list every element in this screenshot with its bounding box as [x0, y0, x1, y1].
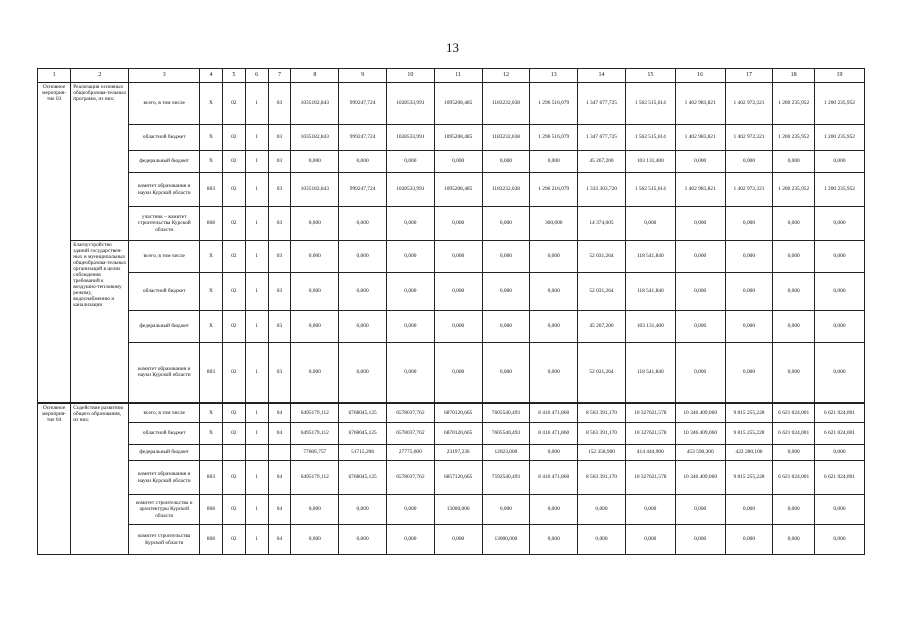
- amount-cell: 0,000: [339, 311, 387, 343]
- amount-cell: 23197,236: [434, 445, 482, 461]
- amount-cell: 1 562 515,614: [625, 125, 675, 151]
- amount-cell: 1 347 677,725: [578, 125, 626, 151]
- amount-cell: 0,000: [625, 525, 675, 555]
- amount-cell: 152 358,900: [578, 445, 626, 461]
- code-cell: Х: [200, 403, 223, 423]
- amount-cell: 77606,757: [291, 445, 339, 461]
- header-cell: 11: [434, 69, 482, 83]
- amount-cell: 13000,000: [434, 495, 482, 525]
- code-cell: 02: [222, 151, 245, 173]
- header-cell: 14: [578, 69, 626, 83]
- amount-cell: 9 815 255,228: [725, 461, 773, 495]
- amount-cell: 1 200 235,952: [773, 125, 815, 151]
- header-cell: 16: [675, 69, 725, 83]
- amount-cell: 0,000: [675, 207, 725, 241]
- code-cell: 1: [245, 311, 268, 343]
- funding-source-cell: комитет строительства и архитектуры Курской области: [129, 495, 200, 525]
- amount-cell: 0,000: [434, 273, 482, 311]
- amount-cell: 0,000: [482, 495, 530, 525]
- amount-cell: 8 416 471,860: [530, 461, 578, 495]
- header-cell: 4: [200, 69, 223, 83]
- amount-cell: 0,000: [675, 241, 725, 273]
- table-row: [38, 445, 865, 461]
- amount-cell: 1 296 516,079: [530, 125, 578, 151]
- amount-cell: 1095208,485: [434, 83, 482, 125]
- amount-cell: 0,000: [386, 525, 434, 555]
- table-row: [38, 173, 865, 207]
- code-cell: 03: [268, 173, 291, 207]
- code-cell: 02: [222, 423, 245, 445]
- amount-cell: 0,000: [386, 311, 434, 343]
- code-cell: 02: [222, 495, 245, 525]
- header-cell: 5: [222, 69, 245, 83]
- table-row: [38, 525, 865, 555]
- subevent-name-cell: Реализация основных общеобразова-тельных программ, из них:: [71, 83, 129, 241]
- amount-cell: 1 562 515,614: [625, 83, 675, 125]
- amount-cell: 0,000: [530, 445, 578, 461]
- amount-cell: 1183232,038: [482, 173, 530, 207]
- amount-cell: 6495179,112: [291, 461, 339, 495]
- amount-cell: 0,000: [675, 311, 725, 343]
- amount-cell: 9 815 255,228: [725, 423, 773, 445]
- amount-cell: 6 621 024,001: [773, 461, 815, 495]
- table-row: [38, 83, 865, 125]
- code-cell: 02: [222, 125, 245, 151]
- amount-cell: 6 621 024,001: [814, 461, 864, 495]
- amount-cell: 0,000: [773, 445, 815, 461]
- table-row: [38, 273, 865, 311]
- amount-cell: 1 200 235,952: [814, 125, 864, 151]
- amount-cell: 10 327621,578: [625, 461, 675, 495]
- amount-cell: 1 333 303,720: [578, 173, 626, 207]
- code-cell: 1: [245, 83, 268, 125]
- amount-cell: 0,000: [482, 273, 530, 311]
- amount-cell: 118 541,840: [625, 273, 675, 311]
- code-cell: 02: [222, 461, 245, 495]
- amount-cell: 8 563 391,170: [578, 461, 626, 495]
- amount-cell: 10 327621,578: [625, 423, 675, 445]
- table-row: [38, 151, 865, 173]
- code-cell: Х: [200, 423, 223, 445]
- code-cell: 803: [200, 343, 223, 403]
- amount-cell: 0,000: [482, 151, 530, 173]
- amount-cell: 0,000: [675, 151, 725, 173]
- table-row: [38, 241, 865, 273]
- funding-source-cell: комитет образования и науки Курской области: [129, 343, 200, 403]
- amount-cell: 0,000: [339, 273, 387, 311]
- amount-cell: 0,000: [725, 343, 773, 403]
- budget-table: [37, 68, 865, 555]
- header-cell: 18: [773, 69, 815, 83]
- code-cell: 03: [268, 83, 291, 125]
- code-cell: 04: [268, 525, 291, 555]
- amount-cell: 1 402 983,821: [675, 83, 725, 125]
- amount-cell: 0,000: [482, 343, 530, 403]
- amount-cell: 12023,000: [482, 445, 530, 461]
- amount-cell: 0,000: [814, 241, 864, 273]
- amount-cell: 45 267,200: [578, 151, 626, 173]
- amount-cell: 0,000: [814, 495, 864, 525]
- subevent-name-cell: Благоустройство зданий государствен-ных и муниципальных общеобразова-тельных организаций в целях соблюдения требований к воздушно-тепловому режиму, водоснабжению и канализации: [71, 241, 129, 403]
- amount-cell: 0,000: [482, 311, 530, 343]
- table-row: [38, 125, 865, 151]
- funding-source-cell: областной бюджет: [129, 125, 200, 151]
- amount-cell: 0,000: [773, 273, 815, 311]
- amount-cell: 0,000: [725, 273, 773, 311]
- code-cell: [268, 445, 291, 461]
- code-cell: Х: [200, 311, 223, 343]
- amount-cell: 6495179,112: [291, 423, 339, 445]
- amount-cell: 6768045,125: [339, 461, 387, 495]
- amount-cell: 999247,724: [339, 83, 387, 125]
- amount-cell: 0,000: [725, 207, 773, 241]
- header-cell: 2: [71, 69, 129, 83]
- amount-cell: 0,000: [339, 151, 387, 173]
- code-cell: 04: [268, 495, 291, 525]
- code-cell: 02: [222, 173, 245, 207]
- amount-cell: 8 563 391,170: [578, 423, 626, 445]
- code-cell: 808: [200, 495, 223, 525]
- header-cell: 15: [625, 69, 675, 83]
- amount-cell: 0,000: [291, 273, 339, 311]
- amount-cell: 0,000: [814, 151, 864, 173]
- code-cell: 03: [268, 125, 291, 151]
- funding-source-cell: областной бюджет: [129, 423, 200, 445]
- header-cell: 19: [814, 69, 864, 83]
- page-number: 13: [446, 40, 459, 55]
- amount-cell: 1 402 983,821: [675, 125, 725, 151]
- funding-source-cell: федеральный бюджет: [129, 445, 200, 461]
- amount-cell: 0,000: [339, 495, 387, 525]
- amount-cell: 52 031,264: [578, 273, 626, 311]
- amount-cell: 0,000: [291, 151, 339, 173]
- funding-source-cell: комитет строительства Курской области: [129, 525, 200, 555]
- header-cell: 12: [482, 69, 530, 83]
- amount-cell: 999247,724: [339, 173, 387, 207]
- header-cell: 3: [129, 69, 200, 83]
- amount-cell: 0,000: [434, 207, 482, 241]
- amount-cell: 414 444,900: [625, 445, 675, 461]
- amount-cell: 0,000: [386, 151, 434, 173]
- amount-cell: 0,000: [625, 495, 675, 525]
- amount-cell: 0,000: [386, 241, 434, 273]
- amount-cell: 0,000: [291, 207, 339, 241]
- funding-source-cell: всего, в том числе: [129, 83, 200, 125]
- header-cell: 10: [386, 69, 434, 83]
- amount-cell: 0,000: [814, 445, 864, 461]
- amount-cell: 6 621 024,001: [773, 423, 815, 445]
- amount-cell: 0,000: [625, 207, 675, 241]
- code-cell: 02: [222, 273, 245, 311]
- code-cell: 04: [268, 423, 291, 445]
- amount-cell: 6857120,665: [434, 461, 482, 495]
- code-cell: 1: [245, 125, 268, 151]
- header-cell: 13: [530, 69, 578, 83]
- amount-cell: 0,000: [530, 151, 578, 173]
- code-cell: 1: [245, 403, 268, 423]
- code-cell: Х: [200, 241, 223, 273]
- code-cell: 1: [245, 207, 268, 241]
- amount-cell: 422 280,100: [725, 445, 773, 461]
- header-row: [38, 69, 865, 83]
- amount-cell: 0,000: [773, 207, 815, 241]
- amount-cell: 1035182,843: [291, 125, 339, 151]
- code-cell: 803: [200, 461, 223, 495]
- amount-cell: 1 200 235,952: [814, 173, 864, 207]
- code-cell: 04: [268, 403, 291, 423]
- table-row: [38, 423, 865, 445]
- amount-cell: 1035182,843: [291, 83, 339, 125]
- amount-cell: 45 267,200: [578, 311, 626, 343]
- amount-cell: 1 562 515,614: [625, 173, 675, 207]
- amount-cell: 0,000: [725, 151, 773, 173]
- amount-cell: 6578037,762: [386, 423, 434, 445]
- amount-cell: 0,000: [814, 207, 864, 241]
- code-cell: Х: [200, 151, 223, 173]
- amount-cell: 0,000: [291, 495, 339, 525]
- amount-cell: 0,000: [386, 273, 434, 311]
- amount-cell: 52 031,264: [578, 241, 626, 273]
- amount-cell: 6768045,125: [339, 403, 387, 423]
- code-cell: Х: [200, 125, 223, 151]
- amount-cell: 0,000: [725, 525, 773, 555]
- funding-source-cell: областной бюджет: [129, 273, 200, 311]
- amount-cell: 0,000: [725, 311, 773, 343]
- amount-cell: 1 200 235,952: [773, 173, 815, 207]
- code-cell: 02: [222, 343, 245, 403]
- table-row: [38, 207, 865, 241]
- amount-cell: 453 590,300: [675, 445, 725, 461]
- code-cell: 1: [245, 343, 268, 403]
- amount-cell: 6870120,665: [434, 423, 482, 445]
- code-cell: 02: [222, 83, 245, 125]
- amount-cell: 8 563 391,170: [578, 403, 626, 423]
- amount-cell: 0,000: [814, 273, 864, 311]
- amount-cell: 0,000: [675, 525, 725, 555]
- amount-cell: 0,000: [434, 525, 482, 555]
- amount-cell: 0,000: [578, 495, 626, 525]
- amount-cell: 0,000: [725, 495, 773, 525]
- amount-cell: 1 402 983,821: [675, 173, 725, 207]
- amount-cell: 0,000: [675, 343, 725, 403]
- amount-cell: 0,000: [434, 151, 482, 173]
- code-cell: 02: [222, 525, 245, 555]
- code-cell: Х: [200, 273, 223, 311]
- funding-source-cell: федеральный бюджет: [129, 311, 200, 343]
- code-cell: [245, 445, 268, 461]
- amount-cell: 1 200 235,952: [814, 83, 864, 125]
- table-row: [38, 461, 865, 495]
- amount-cell: 51715,206: [339, 445, 387, 461]
- code-cell: 803: [200, 173, 223, 207]
- amount-cell: 0,000: [530, 525, 578, 555]
- amount-cell: 0,000: [482, 241, 530, 273]
- amount-cell: 1095208,485: [434, 173, 482, 207]
- header-cell: 1: [38, 69, 71, 83]
- amount-cell: 0,000: [530, 311, 578, 343]
- amount-cell: 1095208,485: [434, 125, 482, 151]
- amount-cell: 0,000: [291, 311, 339, 343]
- amount-cell: 0,000: [339, 241, 387, 273]
- amount-cell: 0,000: [773, 495, 815, 525]
- amount-cell: 14 374,005: [578, 207, 626, 241]
- code-cell: 1: [245, 173, 268, 207]
- table-body: [38, 69, 865, 555]
- amount-cell: 52 031,264: [578, 343, 626, 403]
- amount-cell: 103 131,400: [625, 151, 675, 173]
- table-row: [38, 403, 865, 423]
- code-cell: 03: [268, 311, 291, 343]
- amount-cell: 6 621 024,001: [814, 423, 864, 445]
- amount-cell: 0,000: [339, 207, 387, 241]
- code-cell: 03: [268, 343, 291, 403]
- amount-cell: 0,000: [814, 343, 864, 403]
- amount-cell: 1 296 516,079: [530, 83, 578, 125]
- amount-cell: 13000,000: [482, 525, 530, 555]
- amount-cell: 27775,600: [386, 445, 434, 461]
- amount-cell: 300,000: [530, 207, 578, 241]
- code-cell: 04: [268, 461, 291, 495]
- code-cell: 1: [245, 495, 268, 525]
- amount-cell: 0,000: [725, 241, 773, 273]
- table-row: [38, 311, 865, 343]
- funding-source-cell: всего, в том числе: [129, 241, 200, 273]
- amount-cell: 0,000: [530, 495, 578, 525]
- amount-cell: 0,000: [675, 273, 725, 311]
- amount-cell: 1183232,038: [482, 125, 530, 151]
- code-cell: 02: [222, 311, 245, 343]
- code-cell: 02: [222, 207, 245, 241]
- table-row: [38, 495, 865, 525]
- amount-cell: 10 346 409,060: [675, 403, 725, 423]
- amount-cell: 6 621 024,001: [814, 403, 864, 423]
- amount-cell: 8 416 471,860: [530, 403, 578, 423]
- header-cell: 17: [725, 69, 773, 83]
- amount-cell: 1183232,038: [482, 83, 530, 125]
- code-cell: 1: [245, 151, 268, 173]
- amount-cell: 0,000: [434, 343, 482, 403]
- amount-cell: 6870120,665: [434, 403, 482, 423]
- event-name-cell: Основное мероприя-тие 03: [38, 83, 71, 403]
- amount-cell: 10 346 409,060: [675, 461, 725, 495]
- amount-cell: 1 347 677,725: [578, 83, 626, 125]
- event-name-cell: Основное мероприя-тие 04: [38, 403, 71, 555]
- code-cell: 1: [245, 273, 268, 311]
- amount-cell: 0,000: [386, 207, 434, 241]
- table-row: [38, 343, 865, 403]
- code-cell: 1: [245, 423, 268, 445]
- amount-cell: 118 541,840: [625, 241, 675, 273]
- amount-cell: 0,000: [291, 343, 339, 403]
- header-cell: 8: [291, 69, 339, 83]
- amount-cell: 7592540,493: [482, 461, 530, 495]
- amount-cell: 0,000: [434, 241, 482, 273]
- code-cell: 03: [268, 273, 291, 311]
- amount-cell: 1 402 972,321: [725, 83, 773, 125]
- funding-source-cell: всего, в том числе: [129, 403, 200, 423]
- amount-cell: 999247,724: [339, 125, 387, 151]
- amount-cell: 0,000: [434, 311, 482, 343]
- amount-cell: 0,000: [773, 343, 815, 403]
- header-cell: 9: [339, 69, 387, 83]
- amount-cell: 1035182,843: [291, 173, 339, 207]
- code-cell: 02: [222, 403, 245, 423]
- amount-cell: 6578037,762: [386, 403, 434, 423]
- code-cell: [200, 445, 223, 461]
- amount-cell: 7605540,493: [482, 423, 530, 445]
- amount-cell: 0,000: [339, 343, 387, 403]
- amount-cell: 0,000: [675, 495, 725, 525]
- amount-cell: 0,000: [530, 273, 578, 311]
- amount-cell: 10 327621,578: [625, 403, 675, 423]
- amount-cell: 103 131,400: [625, 311, 675, 343]
- amount-cell: 1 402 972,321: [725, 173, 773, 207]
- code-cell: 03: [268, 207, 291, 241]
- amount-cell: 6 621 024,001: [773, 403, 815, 423]
- code-cell: 02: [222, 241, 245, 273]
- amount-cell: 0,000: [386, 495, 434, 525]
- amount-cell: 1 200 235,952: [773, 83, 815, 125]
- amount-cell: 1 296 216,079: [530, 173, 578, 207]
- amount-cell: 10 346 409,060: [675, 423, 725, 445]
- code-cell: 03: [268, 151, 291, 173]
- funding-source-cell: участник – комитет строительства Курской области: [129, 207, 200, 241]
- amount-cell: 0,000: [773, 311, 815, 343]
- amount-cell: 1 402 972,321: [725, 125, 773, 151]
- amount-cell: 118 541,840: [625, 343, 675, 403]
- amount-cell: 0,000: [291, 241, 339, 273]
- code-cell: 03: [268, 241, 291, 273]
- code-cell: Х: [200, 83, 223, 125]
- amount-cell: 6768045,125: [339, 423, 387, 445]
- code-cell: 808: [200, 207, 223, 241]
- amount-cell: 0,000: [773, 151, 815, 173]
- amount-cell: 0,000: [578, 525, 626, 555]
- amount-cell: 6495179,112: [291, 403, 339, 423]
- amount-cell: 0,000: [814, 311, 864, 343]
- amount-cell: 0,000: [530, 343, 578, 403]
- code-cell: 1: [245, 525, 268, 555]
- amount-cell: 1028533,991: [386, 125, 434, 151]
- amount-cell: 0,000: [773, 241, 815, 273]
- header-cell: 7: [268, 69, 291, 83]
- code-cell: 808: [200, 525, 223, 555]
- amount-cell: 0,000: [814, 525, 864, 555]
- amount-cell: 7605540,493: [482, 403, 530, 423]
- funding-source-cell: комитет образования и науки Курской области: [129, 173, 200, 207]
- amount-cell: 0,000: [386, 343, 434, 403]
- funding-source-cell: комитет образования и науки Курской области: [129, 461, 200, 495]
- amount-cell: 0,000: [773, 525, 815, 555]
- amount-cell: 8 416 471,860: [530, 423, 578, 445]
- code-cell: [222, 445, 245, 461]
- amount-cell: 1028533,991: [386, 173, 434, 207]
- amount-cell: 0,000: [530, 241, 578, 273]
- amount-cell: 0,000: [482, 207, 530, 241]
- amount-cell: 6578037,762: [386, 461, 434, 495]
- subevent-name-cell: Содействие развитию общего образования, из них:: [71, 403, 129, 555]
- code-cell: 1: [245, 461, 268, 495]
- funding-source-cell: федеральный бюджет: [129, 151, 200, 173]
- header-cell: 6: [245, 69, 268, 83]
- code-cell: 1: [245, 241, 268, 273]
- amount-cell: 9 815 255,228: [725, 403, 773, 423]
- amount-cell: 1028533,991: [386, 83, 434, 125]
- amount-cell: 0,000: [339, 525, 387, 555]
- amount-cell: 0,000: [291, 525, 339, 555]
